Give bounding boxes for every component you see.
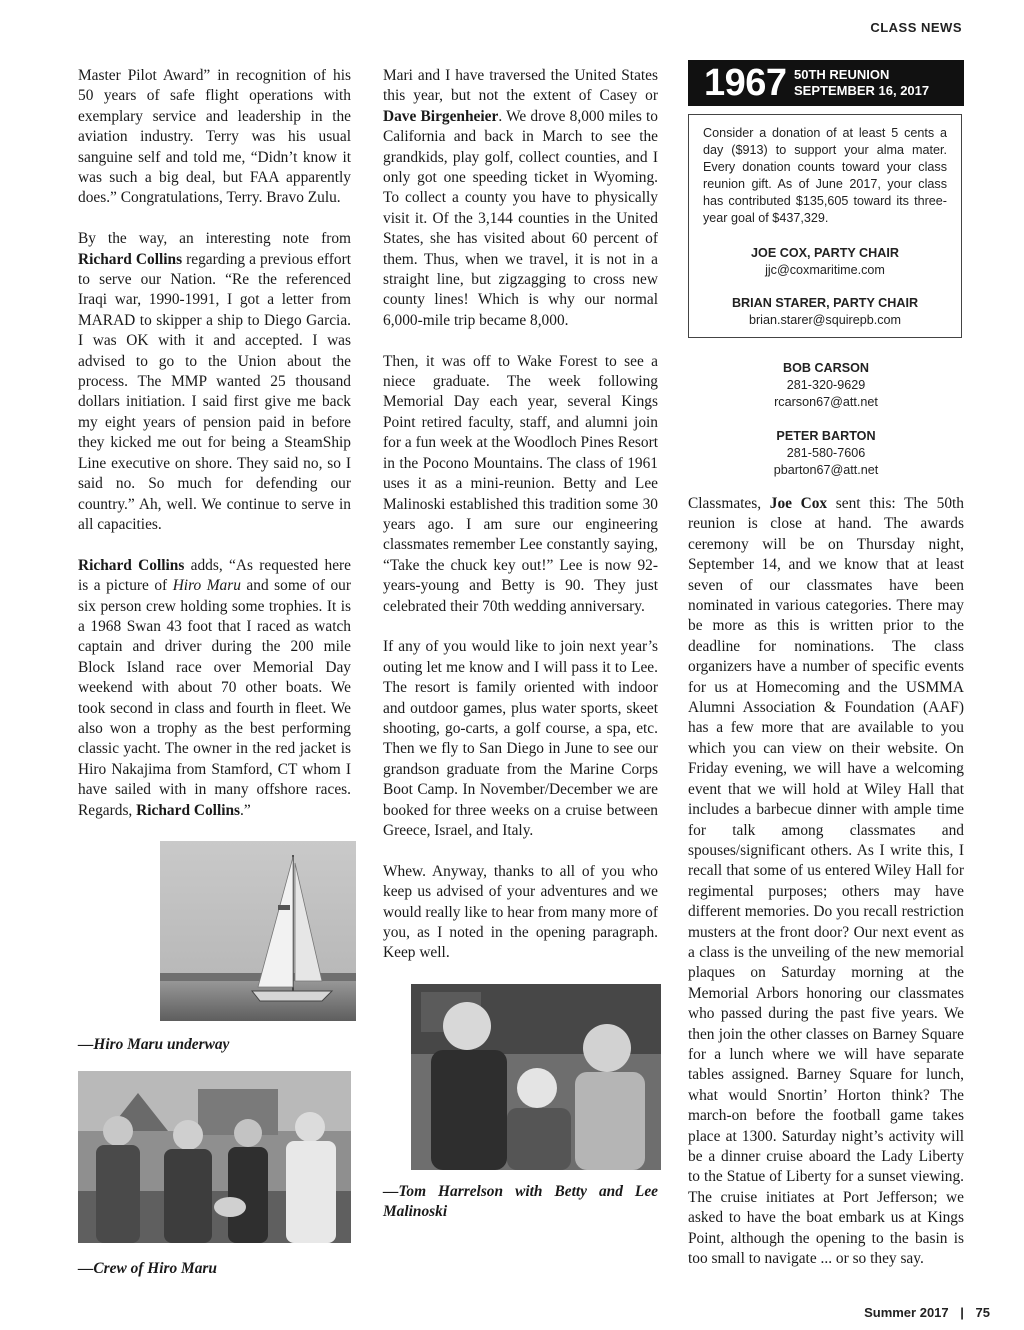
paragraph xyxy=(78,229,351,535)
text-run: regarding a previous effort to serve our Nation. “Re the referenced Iraqi war, 1990-1991, I got a letter from MARAD to skipper a ship to Diego Garcia. I was OK with it and accepted. I was advised to go to the Union about the process. The MMP wanted 25 thousand dollars initiation. I said first give me back my eight years of pension paid in before they kicked me out for being a SteamShip Line executive on shore. They said no, so I said no. So much for defending our country.” Ah, well. We continue to serve in all capacities. xyxy=(78,250,351,533)
contact-phone: 281-580-7606 xyxy=(786,446,866,460)
class-year: 1967 xyxy=(704,62,787,104)
donation-text: Consider a donation of at least 5 cents a day ($913) to support your alma mater. Every donation counts toward your class reunion gift. As of June 2017, your class has contributed $135,605 toward its three-year goal of $437,329. xyxy=(703,126,947,225)
contact-phone: 281-320-9629 xyxy=(786,378,866,392)
reunion-title: 50TH REUNION xyxy=(794,67,890,82)
contact-name: PETER BARTON xyxy=(776,429,876,443)
paragraph: Whew. Anyway, thanks to all of you who keep us advised of your adventures and we would really like to hear from many more of you, as I noted in the opening paragraph. Keep well. xyxy=(383,862,658,962)
column-left xyxy=(78,66,351,1279)
reunion-info-box xyxy=(688,114,962,338)
chair-name: BRIAN STARER, PARTY CHAIR xyxy=(731,296,919,310)
paragraph xyxy=(78,556,351,821)
text-run: . We drove 8,000 miles to California and back in March to see the grandkids, play golf, collect counties, and I only got one speeding ticket in Wyoming. To collect a county you have to physically visit it. Of the 3,144 counties in the United States, she has visited about 60 percent of them. Thus, when we travel, it is not in a straight line, but zigzagging to cross new county lines! Which is why our normal 6,000-mile trip became 8,000. xyxy=(383,107,658,329)
reunion-photo xyxy=(411,984,661,1170)
person-name: Dave Birgenheier xyxy=(383,107,499,125)
person-name: Richard Collins xyxy=(136,801,241,819)
chair-email[interactable]: jjc@coxmaritime.com xyxy=(765,263,885,277)
reunion-date: SEPTEMBER 16, 2017 xyxy=(794,83,930,98)
person-name: Richard Collins xyxy=(78,556,185,574)
contact-email[interactable]: pbarton67@att.net xyxy=(773,463,879,477)
paragraph: If any of you would like to join next year’s outing let me know and I will pass it to Lee. The resort is family oriented with indoor and outdoor games, plus water sports, skeet shooting, go-carts, a golf course, a spa, etc. Then we fly to San Diego in June to see our grandson graduate from the Marine Corps Boot Camp. In November/December we are booked for three weeks on a cruise between Greece, Israel, and Italy. xyxy=(383,638,658,839)
issue-label: Summer 2017 xyxy=(864,1305,949,1320)
chair-name: JOE COX, PARTY CHAIR xyxy=(751,246,899,260)
text-run: sent this: The 50th reunion is close at hand. The awards ceremony will be on Thursday night, September 14, and we know that at least seven of our classmates have been nominated in various categories. There may be more as this is written prior to the deadline for nominations. The class organizers have a number of specific events for us at Homecoming and the USMMA Alumni Association & Foundation (AAF) has a few more that are available to you which you can view on their website. On Friday evening, we will have a welcoming event that we will hold at Wiley Hall that includes a barbecue dinner with ample time for talk among classmates and spouses/significant others. As I write this, I recall that some of us entered Wiley Hall for regimental purposes; others may have different memories. Do you recall restriction musters at the front door? Our next event as a class is the unveiling of the new memorial plaques on Saturday morning at the Memorial Arbors honoring our classmates who passed during the past five years. We then join the other classes on Barney Square for a lunch where we will have separate tables assigned. Barney Square for lunch, what would Snortin’ Horton think? The march-on before the football game takes place at 1300. Saturday night’s activity will be a dinner cruise aboard the Lady Liberty to the Statue of Liberty for a sunset viewing. The cruise initiates at Port Jefferson; we asked to have the boat embark us at Kings Point, although the opening to the basin is too small to navigate ... or so they say. xyxy=(688,495,964,1268)
person-name: Richard Collins xyxy=(78,250,183,268)
text-run: Classmates, xyxy=(688,495,770,512)
photo-caption: —Crew of Hiro Maru xyxy=(78,1260,217,1278)
chair-email[interactable]: brian.starer@squirepb.com xyxy=(748,313,902,327)
paragraph: Then, it was off to Wake Forest to see a niece graduate. The week following Memorial Day each year, several Kings Point retired faculty, staff, and alumni join for a fun week at the Woodloch Pines Resort in the Pocono Mountains. The class of 1961 uses it as a mini-reunion. Betty and Lee Malinoski established this tradition some 30 years ago. I am sure our engineering classmates remember Lee constantly saying, “Take the chuck key out!” Lee is now 92-years-young and Betty is 90. They just celebrated their 70th wedding anniversary. xyxy=(383,352,658,615)
footer-separator: | xyxy=(960,1305,964,1320)
party-chair xyxy=(689,295,961,329)
page-number: 75 xyxy=(975,1305,990,1320)
sailboat-photo xyxy=(160,841,356,1021)
crew-photo xyxy=(78,1071,351,1243)
paragraph xyxy=(688,494,964,1269)
text-run: By the way, an interesting note from xyxy=(78,230,351,248)
text-run: .” xyxy=(240,801,251,819)
column-middle xyxy=(383,66,658,1222)
page-footer xyxy=(864,1305,990,1320)
paragraph xyxy=(383,66,658,331)
person-name: Joe Cox xyxy=(769,495,828,512)
photo-caption: —Tom Harrelson with Betty and Lee Malinoski xyxy=(383,1183,658,1221)
column-right xyxy=(688,494,964,1290)
text-run: and some of our six person crew holding some trophies. It is a 1968 Swan 43 foot that I raced as watch captain and driver during the 200 mile Block Island race over Memorial Day weekend with about 70 other boats. We took second in class and fourth in fleet. We also won a trophy as the best performing classic yacht. The owner in the red jacket is Hiro Nakajima from Stamford, CT whom I have sailed with in many offshore races. Regards, xyxy=(78,577,351,819)
contact-email[interactable]: rcarson67@att.net xyxy=(774,395,878,409)
paragraph: Master Pilot Award” in recognition of his 50 years of safe flight operations with exemplary service and leadership in the aviation industry. Terry was his usual sanguine self and told me, “Didn’t know it was such a big deal, but FAA apparently does.” Congratulations, Terry. Bravo Zulu. xyxy=(78,67,351,207)
reunion-banner xyxy=(688,60,964,106)
text-run: adds, “As requested here is a picture of xyxy=(78,556,351,595)
boat-name: Hiro Maru xyxy=(172,577,241,595)
party-chair xyxy=(689,245,961,279)
class-contacts xyxy=(688,360,964,479)
photo-caption: —Hiro Maru underway xyxy=(78,1036,230,1054)
text-run: Mari and I have traversed the United States this year, but not the extent of Casey or xyxy=(383,67,658,105)
section-label: CLASS NEWS xyxy=(870,20,962,35)
contact-name: BOB CARSON xyxy=(782,361,870,375)
